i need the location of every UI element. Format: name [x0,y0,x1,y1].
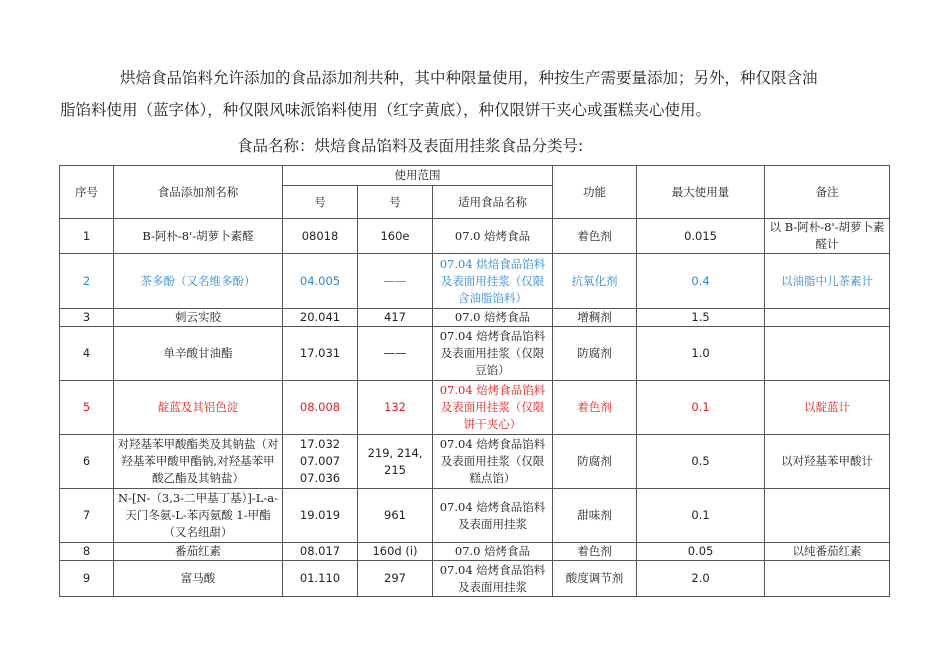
cell-no1: 17.031 [283,327,358,381]
cell-function: 着色剂 [553,381,637,435]
cell-seq: 3 [60,309,114,327]
cell-seq: 1 [60,219,114,254]
header-function: 功能 [553,166,637,219]
cell-no1: 17.032 07.007 07.036 [283,435,358,489]
cell-no1: 19.019 [283,489,358,543]
cell-max: 0.015 [637,219,765,254]
header-scope-no1: 号 [283,186,358,219]
cell-remark: 以油脂中儿茶素计 [765,254,890,309]
cell-no2: —— [358,254,433,309]
cell-max: 1.0 [637,327,765,381]
cell-no1: 08018 [283,219,358,254]
cell-seq: 7 [60,489,114,543]
cell-name: 富马酸 [114,561,283,597]
cell-food: 07.04 焙烤食品馅料及表面用挂浆（仅限豆馅） [433,327,553,381]
header-scope-food: 适用食品名称 [433,186,553,219]
table-row [60,381,890,435]
intro-paragraph [60,62,890,126]
cell-seq: 2 [60,254,114,309]
header-remark: 备注 [765,166,890,219]
cell-remark [765,327,890,381]
header-scope-no2: 号 [358,186,433,219]
cell-food: 07.04 焙烤食品馅料及表面用挂浆 [433,489,553,543]
intro-line-2: 脂馅料使用（蓝字体），种仅限风味派馅料使用（红字黄底），种仅限饼干夹心或蛋糕夹心使用。 [60,101,712,119]
cell-function: 防腐剂 [553,327,637,381]
cell-max: 2.0 [637,561,765,597]
cell-remark [765,561,890,597]
cell-no1: 01.110 [283,561,358,597]
table-row [60,561,890,597]
cell-no2: 160d (i) [358,543,433,561]
cell-remark: 以对羟基苯甲酸计 [765,435,890,489]
cell-no2: —— [358,327,433,381]
cell-food: 07.04 烘焙食品馅料及表面用挂浆（仅限含油脂馅料） [433,254,553,309]
cell-seq: 4 [60,327,114,381]
header-name: 食品添加剂名称 [114,166,283,219]
header-max-use: 最大使用量 [637,166,765,219]
cell-seq: 9 [60,561,114,597]
cell-name: 茶多酚（又名维多酚） [114,254,283,309]
cell-max: 0.1 [637,381,765,435]
cell-remark [765,309,890,327]
cell-function: 抗氧化剂 [553,254,637,309]
cell-no2: 417 [358,309,433,327]
cell-name: 刺云实胶 [114,309,283,327]
cell-name: N-[N-（3,3-二甲基丁基）]-L-a-天门冬氨-L-苯丙氨酸 1-甲酯（又名纽甜） [114,489,283,543]
header-seq: 序号 [60,166,114,219]
cell-max: 0.4 [637,254,765,309]
cell-max: 1.5 [637,309,765,327]
cell-remark [765,489,890,543]
cell-seq: 8 [60,543,114,561]
cell-no2: 297 [358,561,433,597]
table-caption: 食品名称：烘焙食品馅料及表面用挂浆食品分类号: [237,137,584,155]
additives-table [59,165,890,597]
cell-seq: 6 [60,435,114,489]
cell-food: 07.0 焙烤食品 [433,219,553,254]
cell-function: 防腐剂 [553,435,637,489]
table-row [60,309,890,327]
cell-no2: 160e [358,219,433,254]
cell-function: 着色剂 [553,543,637,561]
cell-remark: 以靛蓝计 [765,381,890,435]
table-row [60,327,890,381]
cell-function: 着色剂 [553,219,637,254]
header-row-1 [60,166,890,186]
cell-name: 番茄红素 [114,543,283,561]
cell-food: 07.04 焙烤食品馅料及表面用挂浆 [433,561,553,597]
cell-food: 07.04 焙烤食品馅料及表面用挂浆（仅限糕点馅） [433,435,553,489]
cell-food: 07.0 焙烤食品 [433,309,553,327]
cell-food: 07.0 焙烤食品 [433,543,553,561]
cell-no2: 219, 214, 215 [358,435,433,489]
cell-name: 单辛酸甘油酯 [114,327,283,381]
cell-no1: 08.017 [283,543,358,561]
table-row [60,435,890,489]
cell-no1: 08.008 [283,381,358,435]
cell-no1: 20.041 [283,309,358,327]
header-scope: 使用范围 [283,166,553,186]
cell-no2: 132 [358,381,433,435]
table-row [60,254,890,309]
table-row [60,543,890,561]
table-row [60,219,890,254]
cell-name: B-阿朴-8'-胡萝卜素醛 [114,219,283,254]
cell-no1: 04.005 [283,254,358,309]
cell-max: 0.5 [637,435,765,489]
cell-function: 增稠剂 [553,309,637,327]
cell-function: 甜味剂 [553,489,637,543]
cell-food: 07.04 焙烤食品馅料及表面用挂浆（仅限饼干夹心） [433,381,553,435]
intro-line-1: 烘焙食品馅料允许添加的食品添加剂共种，其中种限量使用，种按生产需要量添加；另外，种仅限含油 [120,69,818,87]
cell-seq: 5 [60,381,114,435]
cell-remark: 以 B-阿朴-8'-胡萝卜素醛计 [765,219,890,254]
cell-name: 靛蓝及其铝色淀 [114,381,283,435]
cell-max: 0.05 [637,543,765,561]
cell-max: 0.1 [637,489,765,543]
cell-function: 酸度调节剂 [553,561,637,597]
cell-name: 对羟基苯甲酸酯类及其钠盐（对羟基苯甲酸甲酯钠,对羟基苯甲酸乙酯及其钠盐） [114,435,283,489]
table-row [60,489,890,543]
cell-no2: 961 [358,489,433,543]
cell-remark: 以纯番茄红素 [765,543,890,561]
